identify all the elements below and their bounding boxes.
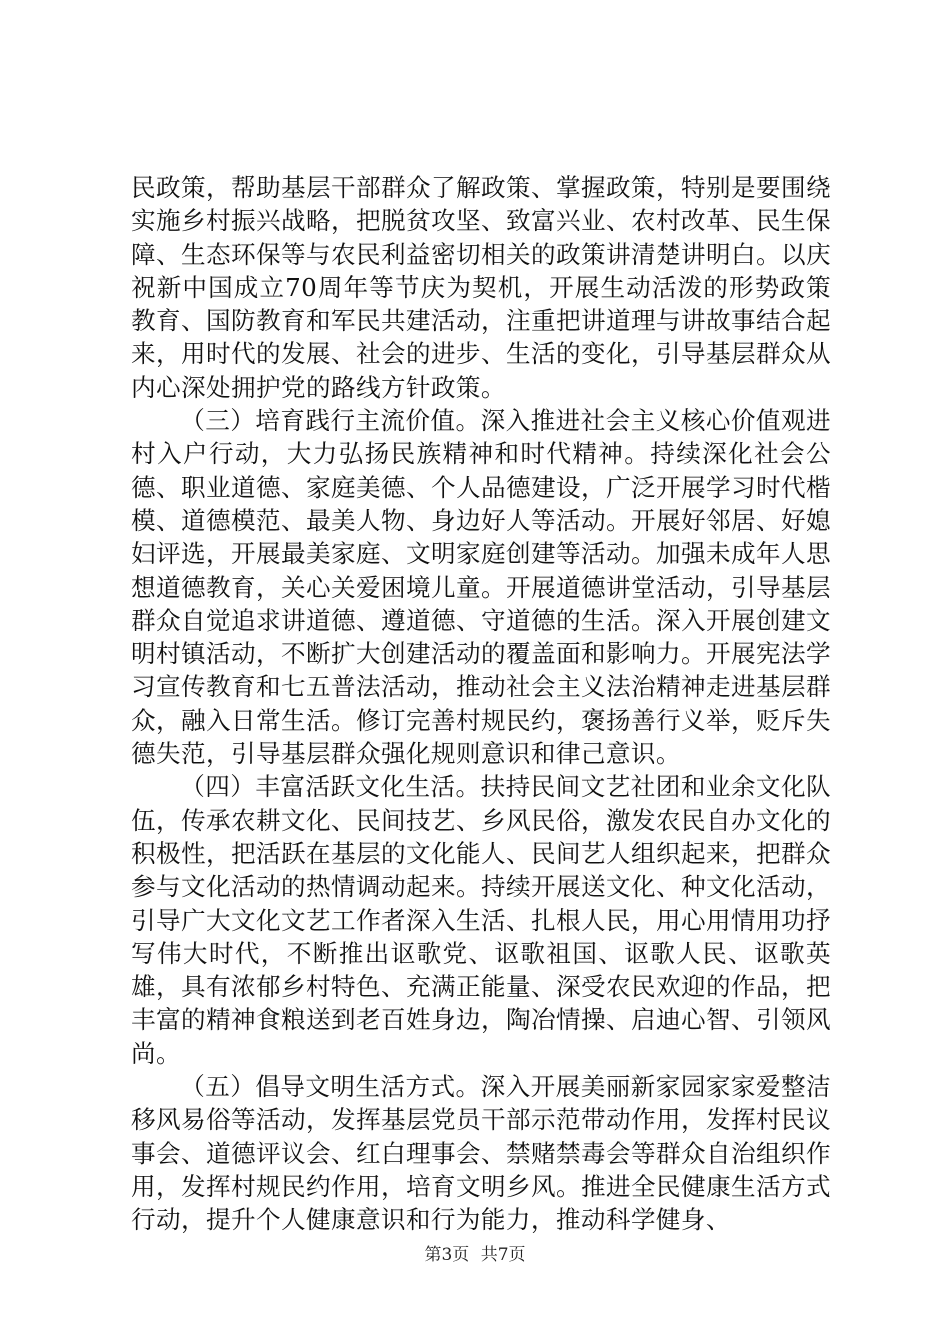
document-body <box>131 171 831 1237</box>
paragraph-section-three: （三）培育践行主流价值。深入推进社会主义核心价值观进村入户行动，大力弘扬民族精神和时代精神。持续深化社会公德、职业道德、家庭美德、个人品德建设，广泛开展学习时代楷模、道德模范、最美人物、身边好人等活动。开展好邻居、好媳妇评选，开展最美家庭、文明家庭创建等活动。加强未成年人思想道德教育，关心关爱困境儿童。开展道德讲堂活动，引导基层群众自觉追求讲道德、遵道德、守道德的生活。深入开展创建文明村镇活动，不断扩大创建活动的覆盖面和影响力。开展宪法学习宣传教育和七五普法活动，推动社会主义法治精神走进基层群众，融入日常生活。修订完善村规民约，褒扬善行义举，贬斥失德失范，引导基层群众强化规则意识和律己意识。 <box>131 406 831 769</box>
page-footer <box>0 1244 950 1266</box>
page-number: 第3页 <box>424 1245 470 1265</box>
paragraph-section-four: （四）丰富活跃文化生活。扶持民间文艺社团和业余文化队伍，传承农耕文化、民间技艺、乡风民俗，激发农民自办文化的积极性，把活跃在基层的文化能人、民间艺人组织起来，把群众参与文化活动的热情调动起来。持续开展送文化、种文化活动，引导广大文化文艺工作者深入生活、扎根人民，用心用情用功抒写伟大时代，不断推出讴歌党、讴歌祖国、讴歌人民、讴歌英雄，具有浓郁乡村特色、充满正能量、深受农民欢迎的作品，把丰富的精神食粮送到老百姓身边，陶冶情操、启迪心智、引领风尚。 <box>131 772 831 1068</box>
paragraph-section-five: （五）倡导文明生活方式。深入开展美丽新家园家家爱整洁移风易俗等活动，发挥基层党员干部示范带动作用，发挥村民议事会、道德评议会、红白理事会、禁赌禁毒会等群众自治组织作用，发挥村规民约作用，培育文明乡风。推进全民健康生活方式行动，提升个人健康意识和行为能力，推动科学健身、 <box>131 1072 831 1235</box>
paragraph-policy-continuation: 民政策，帮助基层干部群众了解政策、掌握政策，特别是要围绕实施乡村振兴战略，把脱贫攻坚、致富兴业、农村改革、民生保障、生态环保等与农民利益密切相关的政策讲清楚讲明白。以庆祝新中国成立70周年等节庆为契机，开展生动活泼的形势政策教育、国防教育和军民共建活动，注重把讲道理与讲故事结合起来，用时代的发展、社会的进步、生活的变化，引导基层群众从内心深处拥护党的路线方针政策。 <box>131 173 831 402</box>
page-total: 共7页 <box>480 1245 526 1265</box>
